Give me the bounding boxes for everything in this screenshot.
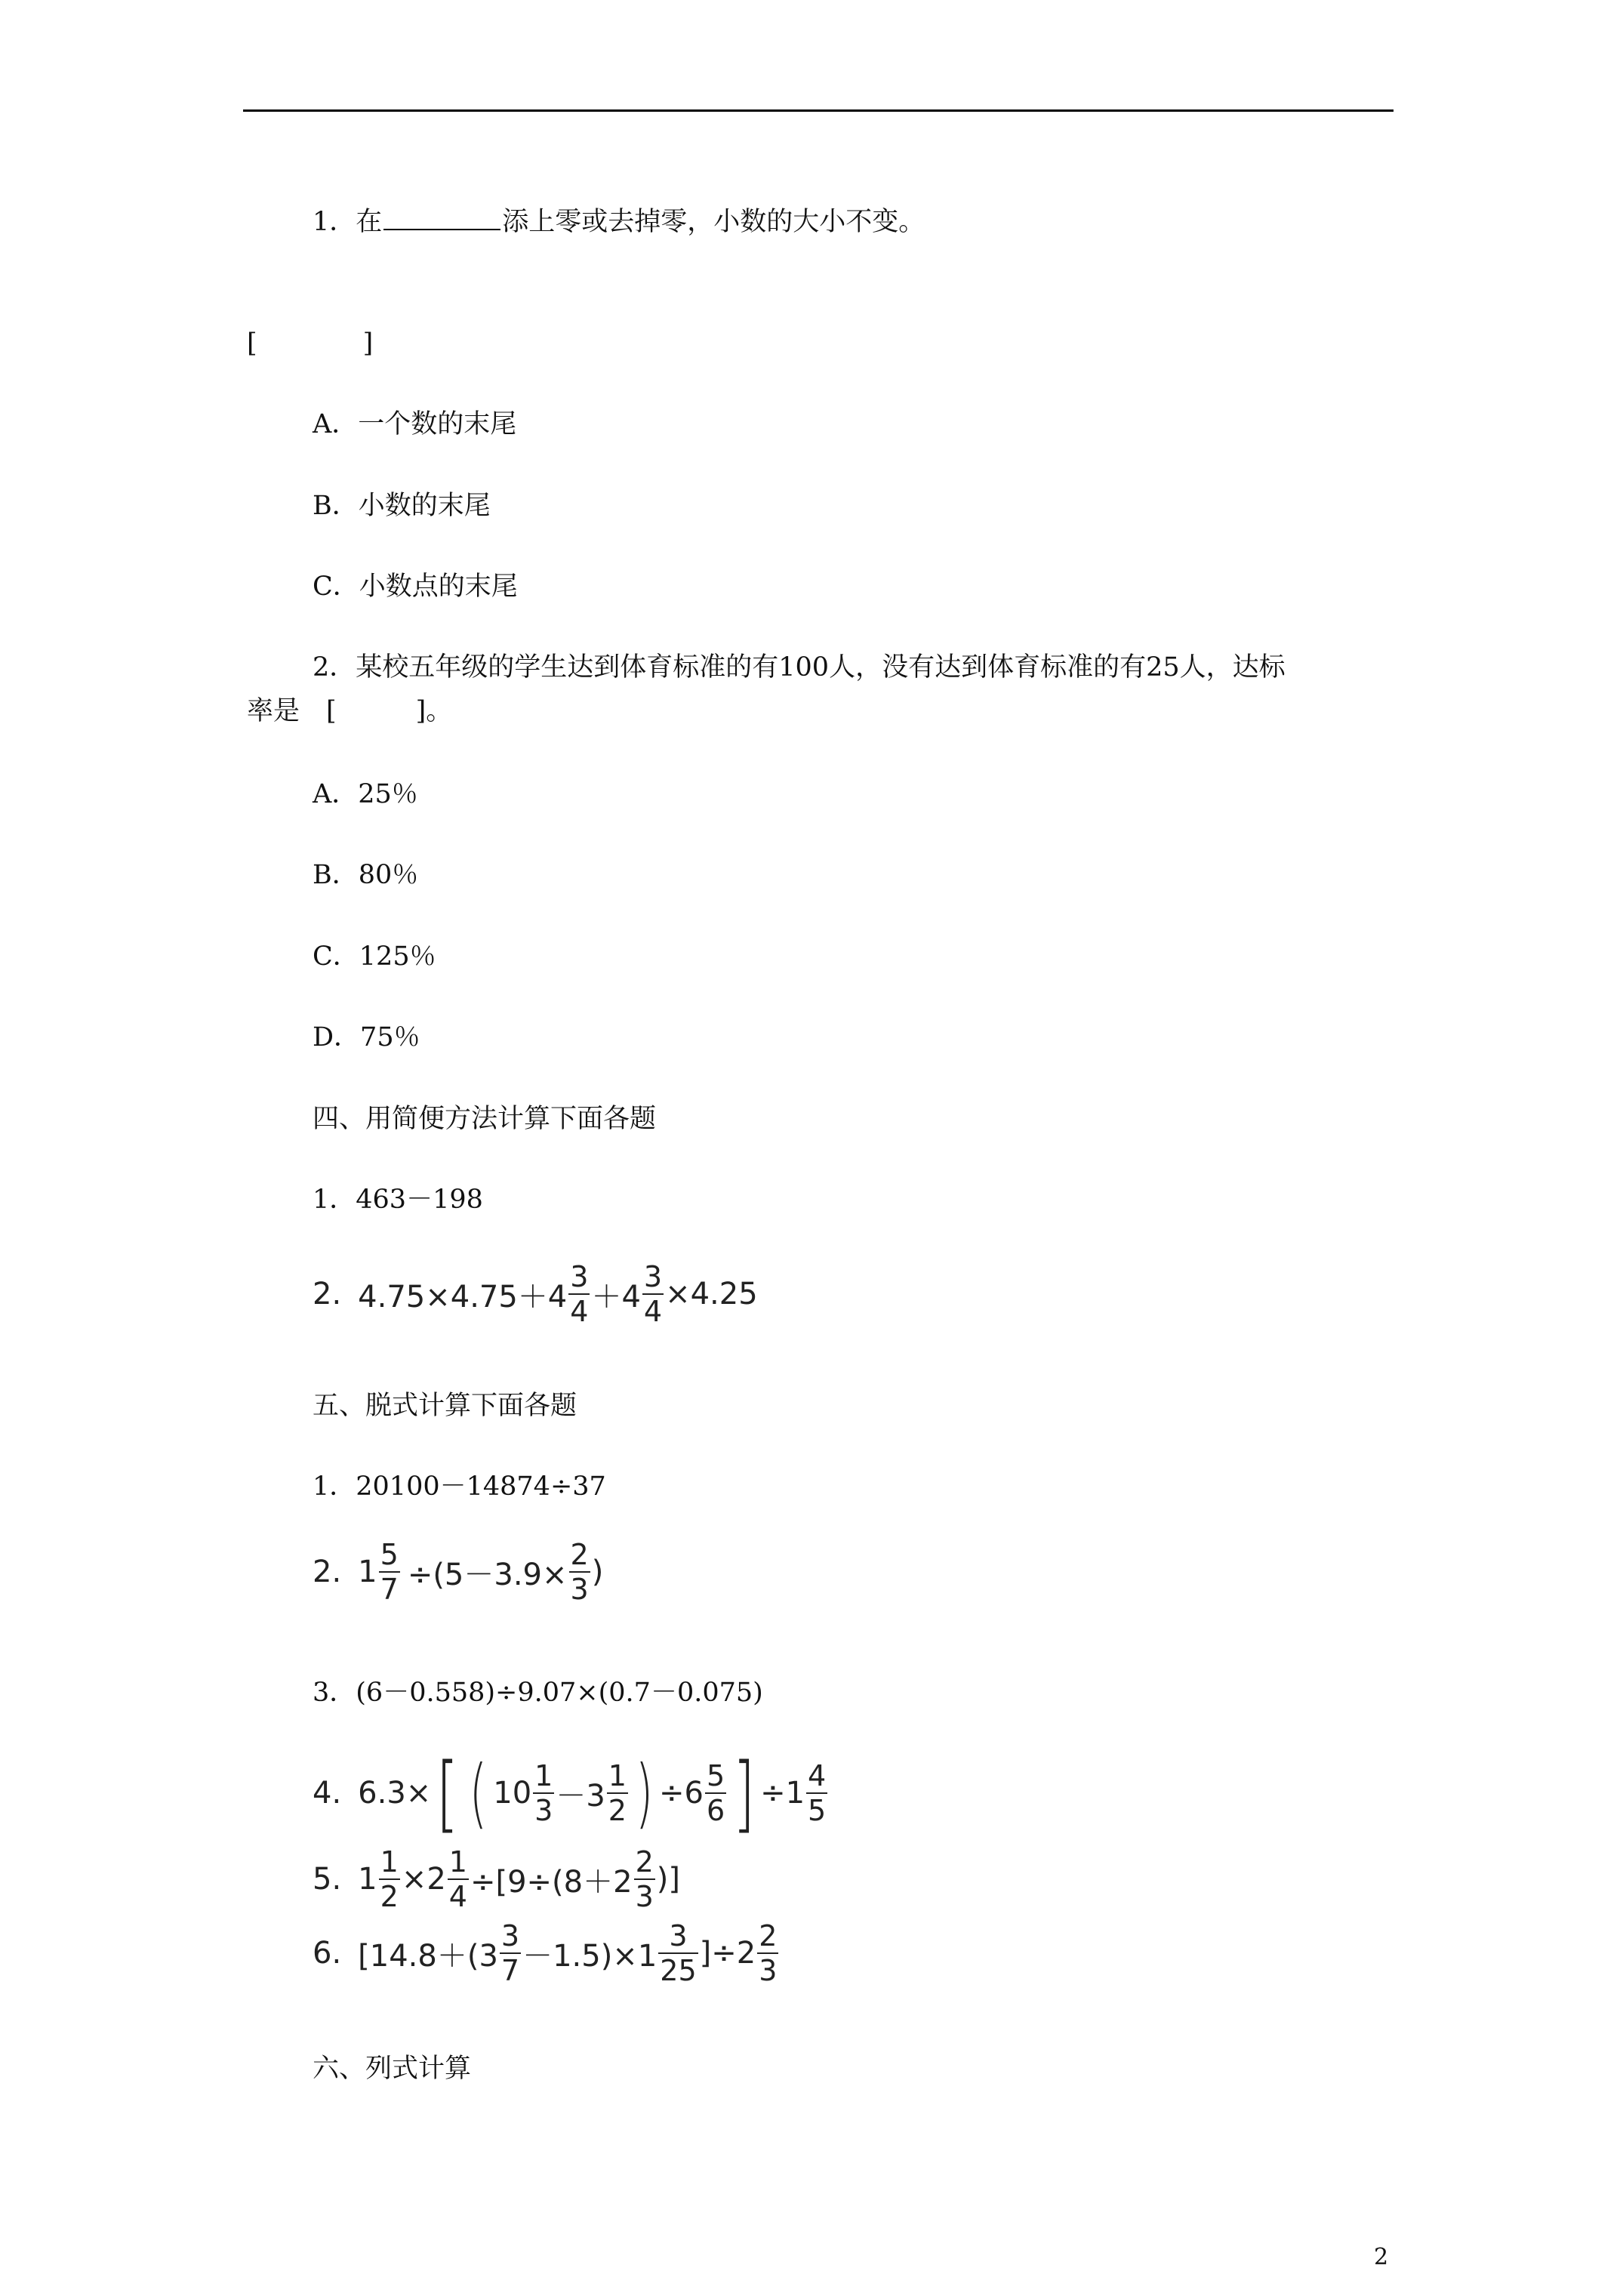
expr-part: ＋4 xyxy=(591,1279,641,1314)
section-4-title: 四、用简便方法计算下面各题 xyxy=(313,1104,657,1134)
expr-part: ×2 xyxy=(401,1862,446,1897)
fraction: $\frac{1}{3}$ xyxy=(534,1759,553,1827)
q2-option-d[interactable]: D．75％ xyxy=(313,1022,420,1052)
expr-part: 4.75×4.75＋4 xyxy=(358,1279,568,1314)
fraction: $\frac{1}{4}$ xyxy=(448,1845,467,1913)
page-number: 2 xyxy=(1374,2244,1389,2270)
expr-part: ÷6 xyxy=(659,1776,704,1811)
fraction: $\frac{3}{4}$ xyxy=(643,1260,663,1328)
item-number: 2. xyxy=(313,1277,342,1311)
item-number: 2. xyxy=(313,1555,342,1589)
expr-part: ÷[9÷(8＋2 xyxy=(470,1864,633,1900)
fraction: $\frac{3}{7}$ xyxy=(500,1919,520,1987)
fraction: $\frac{4}{5}$ xyxy=(808,1759,827,1827)
expr-part: －1.5)×1 xyxy=(522,1938,658,1974)
q1-option-b[interactable]: B．小数的末尾 xyxy=(313,491,491,521)
bracket-close: ] xyxy=(362,328,374,359)
expr-part: ÷1 xyxy=(760,1776,805,1811)
answer-bracket xyxy=(247,327,373,360)
q1-option-c[interactable]: C．小数点的末尾 xyxy=(313,572,518,602)
expr-part: －3 xyxy=(556,1778,605,1814)
expr-part: )] xyxy=(656,1862,680,1897)
answer-blank[interactable] xyxy=(383,206,500,230)
q2-option-c[interactable]: C．125％ xyxy=(313,942,436,972)
expr-part: ]÷2 xyxy=(699,1936,756,1971)
fraction: $\frac{3}{25}$ xyxy=(660,1919,697,1987)
expr-part: ) xyxy=(591,1555,604,1589)
expr-part: 1 xyxy=(358,1555,377,1589)
item-number: 4. xyxy=(313,1776,342,1811)
section-5-item-2 xyxy=(313,1540,603,1604)
q2-option-a[interactable]: A．25％ xyxy=(313,779,418,809)
fraction: $\frac{2}{3}$ xyxy=(570,1538,589,1606)
q2-option-b[interactable]: B．80％ xyxy=(313,860,419,890)
question-2-line-2: 率是 [ ]。 xyxy=(247,696,453,726)
fraction: $\frac{3}{4}$ xyxy=(570,1260,589,1328)
fraction: $\frac{2}{3}$ xyxy=(759,1919,778,1987)
question-1-prefix: 1．在 xyxy=(313,207,383,237)
left-paren: ( xyxy=(470,1749,488,1837)
section-4-item-2 xyxy=(313,1262,758,1326)
right-paren: ) xyxy=(635,1749,654,1837)
fraction: $\frac{2}{3}$ xyxy=(635,1845,654,1913)
expr-part: 10 xyxy=(493,1776,532,1811)
right-bracket: ] xyxy=(732,1745,756,1841)
fraction: $\frac{5}{7}$ xyxy=(380,1538,399,1606)
item-number: 5. xyxy=(313,1862,342,1897)
section-5-item-4 xyxy=(313,1745,829,1841)
section-5-item-6 xyxy=(313,1919,780,1987)
fraction: $\frac{1}{2}$ xyxy=(608,1759,627,1827)
section-5-item-3: 3．(6－0.558)÷9.07×(0.7－0.075) xyxy=(313,1678,763,1708)
fraction: $\frac{1}{2}$ xyxy=(380,1845,399,1913)
fraction: $\frac{5}{6}$ xyxy=(706,1759,725,1827)
expr-part: ÷(5－3.9× xyxy=(407,1557,568,1592)
section-4-item-1: 1．463－198 xyxy=(313,1185,483,1215)
question-1-suffix: 添上零或去掉零，小数的大小不变。 xyxy=(502,207,925,237)
section-5-item-1: 1．20100－14874÷37 xyxy=(313,1472,606,1502)
header-rule xyxy=(243,109,1394,112)
section-5-title: 五、脱式计算下面各题 xyxy=(313,1391,577,1421)
section-5-item-5 xyxy=(313,1845,680,1913)
q1-option-a[interactable]: A．一个数的末尾 xyxy=(313,409,517,439)
expr-part: ×4.25 xyxy=(665,1277,758,1311)
section-6-title: 六、列式计算 xyxy=(313,2054,472,2084)
bracket-open: [ xyxy=(247,328,257,359)
item-number: 6. xyxy=(313,1936,342,1971)
question-2-line-1: 2．某校五年级的学生达到体育标准的有100人，没有达到体育标准的有25人，达标 xyxy=(313,652,1286,683)
question-1 xyxy=(313,205,925,239)
expr-part: [14.8＋(3 xyxy=(358,1938,498,1974)
expr-part: 1 xyxy=(358,1862,377,1897)
expr-part: 6.3× xyxy=(358,1776,432,1811)
left-bracket: [ xyxy=(436,1745,459,1841)
